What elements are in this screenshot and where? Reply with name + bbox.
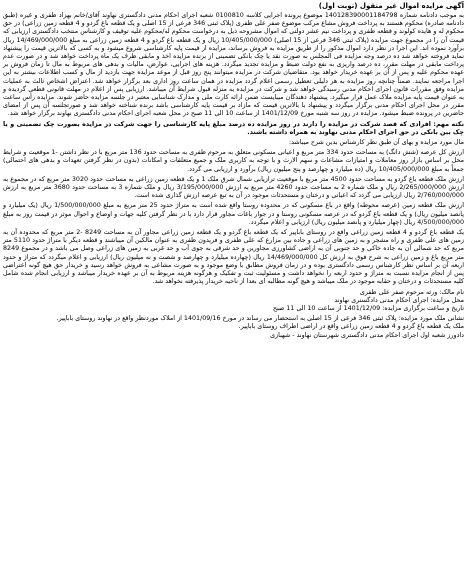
footer-line-2: ملک یک قطعه باغ گردو و 4 قطعه زمین زراعی واقع در اراضی اطراف روستای باباپیر.	[238, 323, 464, 331]
notice-location: محل مزایده: اجرای احکام مدنی دادگستری نهاوند	[334, 296, 464, 304]
notice-owner: نام مالک: ورثه مرحوم صفر علی ظفری	[359, 288, 464, 296]
notice-paragraph-1: به موجب دادنامه شماره 140128390001184798 موضوع پرونده اجرایی کلاسه 0100810 شعبه اجرای احکام مدنی دادگستری نهاوند آقای/خانم بهزاد ظفری و غیره (طبق دادنامه صادره) محکوم هستند به پرداخت فروش مشاع مرکب موضوع صفر علی ظفری (پلاک ثبتی 346 فرعی از 15 اصلی و یک قطعه باغ گردو و 4 قطعه زمین زراعی) در حق محکوم له و هایده کولوند و قطعه ظفری و پرداخت نیم عشر دولتی که اموال مشروحه ذیل به درخواست محکوم له/محکوم علیه توقیف و کارشناس منتخب دادگستری ارزیابی که قیمت آن را در مجموع جهت مزایده (پلاک ثبتی 346 فرعی از 15 اصلی) 10/405/000/000 ریال و یک قطعه باغ گردو و 4 قطعه زمین زراعی به مبلغ 14/469/000/000 ریال برآورد نموده اند. این اجرا در نظر دارد اموال مذکور را از طریق مزایده به فروش برساند، مزایده از قیمت پایه کارشناسی شروع میشود و به کسی که بالاترین قیمت را پیشنهاد نماید فروخته خواهد شد ده درصد وجه مزایده فی المجلس به صورت نقد یا چک بانکی تضمینی از برنده مزایده اخذ و مابقی ظرف یک ماه پرداخت خواهد شد و در صورت عدم پرداخت مابقی در مهلت مقرر، ده درصد واریزی به نفع دولت ضبط و مزایده تجدید میگردد. هزینه های اجرایی، عوارض، مالیات و بدهی های مربوط به مال تا زمان فروش بر عهده محکوم علیه و پس از آن بر عهده خریدار خواهد بود. متقاضیان شرکت در مزایده میتوانند پنج روز قبل از موعد مزایده جهت بازدید از مال و کسب اطلاعات بیشتر به این اجرا مراجعه نمایند. ضمناً چنانچه روز مزایده به هر دلیلی تعطیل رسمی اعلام گردد مزایده در همان ساعت روز اداری بعد برگزار خواهد شد. اعتراض اشخاص ثالث به عملیات مزایده وفق مقررات قانون اجرای احکام مدنی رسیدگی خواهد شد و شرکت در مزایده به منزله قبول شرایط آن میباشد. ارزیابی پس از اعلام در مهلت قانونی قطعی گردیده و به عنوان قیمت پایه مزایده ملاک عمل قرار میگیرد. پیشنهاد دهندگان میبایست ضمن ارائه کارت ملی و مدارک شناسایی معتبر در جلسه مزایده حاضر شوند. مزایده رأس ساعت مقرر در محل اجرای احکام مدنی برگزار میگردد و پیشنهاد با بالاترین قیمت که مازاد بر قیمت پایه کارشناسی باشد برنده شناخته خواهد شد و صورتجلسه آن پس از امضای حاضرین در پرونده ضبط میشود. مزایده در روز سه شنبه مورخ 1401/12/09 از ساعت 10 الی 11 صبح در محل شعبه اجرای احکام مدنی دادگستری نهاوند برگزار خواهد شد.	[3, 12, 465, 118]
footer-line-1: نشانی ملک مورد مزایده: پلاک ثبتی 346 فرعی از 15 اصلی به استحضار می رساند در مورخ 1401/09/16 از املاک موردنظر واقع در نهاوند روستای باباپیر.	[56, 315, 464, 323]
notice-paragraph-3: مال مورد مزایده و بهای آن طبق نظر کارشناس بدین شرح میباشد:	[288, 139, 464, 147]
notice-item-1: ارزش کل عرصه (شش دانگ) به مساحت حدود 334 متر مربع و اعیانی مسکونی متعلق به مرحوم ظفری به مساحت حدود 136 متر مربع با در نظر داشتن -1 موقعیت و شرایط محل بر اساس بازار روز معاملات و امتیازات مشاعات و سهم الارث و با توجه به کاربری ملک و جمیع متعلقات و امکانات (بدون در نظر گرفتن تعهدات و بدهی های احتمالی) جمعاً به مبلغ 10/405/000/000 ریال (ده میلیارد و چهارصد و پنج میلیون ریال) برآورد و ارزیابی می گردد.	[3, 149, 464, 173]
notice-important-note: نکته مهم: افرادی که قصد شرکت در مزایده را دارند در روز مزایده ده درصد مبلغ پایه کارشناسی را جهت شرکت در مزایده بصورت چک تضمینی و یا چک بین بانکی در حق اجرای احکام مدنی نهاوند به همراه داشته باشند.	[3, 120, 464, 136]
notice-title: آگهی مزایده اموال غیر منقول (نوبت اول)	[318, 2, 464, 10]
notice-datetime: تاریخ و ساعت برگزاری مزایده: 1401/12/09 از ساعت 10 الی 11 صبح	[272, 304, 464, 312]
notice-item-2: یک قطعه باغ گردو و 4 قطعه زمین زراعی واقع در روستای باباپیر که یک قطعه باغ گردو و یک قطعه زمین زراعی مجاور آن به مساحت 8249 -2 متر مربع که محدوده آن به زمین های علی ظفری و راه مشجر و به زمین های زراعی و جاده بین مزارع که علی ظفری و فریدون ظفری به عنوان مالکین آن میباشند و قطعه دیگر با متراژ حدود 5110 متر مربع که حد شمالی آن به جاده خاکی و حد جنوبی آن به اراضی کشاورزی مجاورین و حد شرقی به جوی آب و حد غربی به زمین های زراعی وصل می باشد و در مجموع 8249 متر مربع باغ و زمین زراعی به شرح فوق به ارزش کل 14/469/000/000 ریال (چهارده میلیارد و چهارصد و شصت و نه میلیون ریال) ارزیابی و اعلام میگردد که متراژ و حدود اربعه آن بر اساس نظر کارشناس رسمی دادگستری بوده و در زمان فروش مطابق با وضع موجود و به صورت مشاعی به فروش خواهد رسید و خریدار حق هیچ گونه اعتراضی پس از انجام مزایده نسبت به متراژ و حدود اربعه را نخواهد داشت و مسئولیت ثبت و تفکیک و هرگونه هزینه مربوط به آن بر عهده خریدار میباشد و ارزیابی انجام شده شامل کلیه مستحدثات و درختان و حقابه موجود در ملک میباشد و هیچ گونه مطالبه ای بعدا از ناحیه خریدار پذیرفته نخواهد شد.	[3, 229, 465, 286]
footer-signature: دادورز شعبه اول اجرای احکام مدنی دادگستری شهرستان نهاوند - شهبازی	[270, 331, 464, 339]
notice-item-1c: ارزش ملک قطعه زمین (عرصه محوطه) واقع در باغ مسکونی که در محدوده روستا واقع شده است به متراژ حدود 25 متر مربع به مبلغ 1/500/000/000 ریال (یک میلیارد و پانصد میلیون ریال) و یک قطعه باغ گردو که در عرصه مسکونی روستا و در جوار باغات مجاور قرار دارد با در نظر گرفتن کلیه جهات و اوضاع و احوال موثر در قیمت روز به مبلغ 4/500/000/000 ریال (چهار میلیارد و پانصد میلیون ریال) ارزیابی و اعلام میگردد.	[3, 202, 465, 226]
notice-item-1b: ارزش ملک قطعه باغ گردو به مساحت حدود 4500 متر مربع با موقعیت ترازیابی شمال شرق ملک 1 و یک قطعه زمین زراعی به مساحت حدود 3020 متر مربع که در مجموع به ارزش 2/265/000/000 ریال و ملک شماره 2 به مساحت حدود 4260 متر مربع به ارزش 3/195/000/000 ریال و ملک شماره 3 به مساحت حدود 3680 متر مربع به ارزش 2/760/000/000 ریال ارزیابی می گردد که اعیانی و درختان و مستحدثات موجود در آن به تبع عرصه ارزش گذاری شده است.	[3, 175, 465, 200]
